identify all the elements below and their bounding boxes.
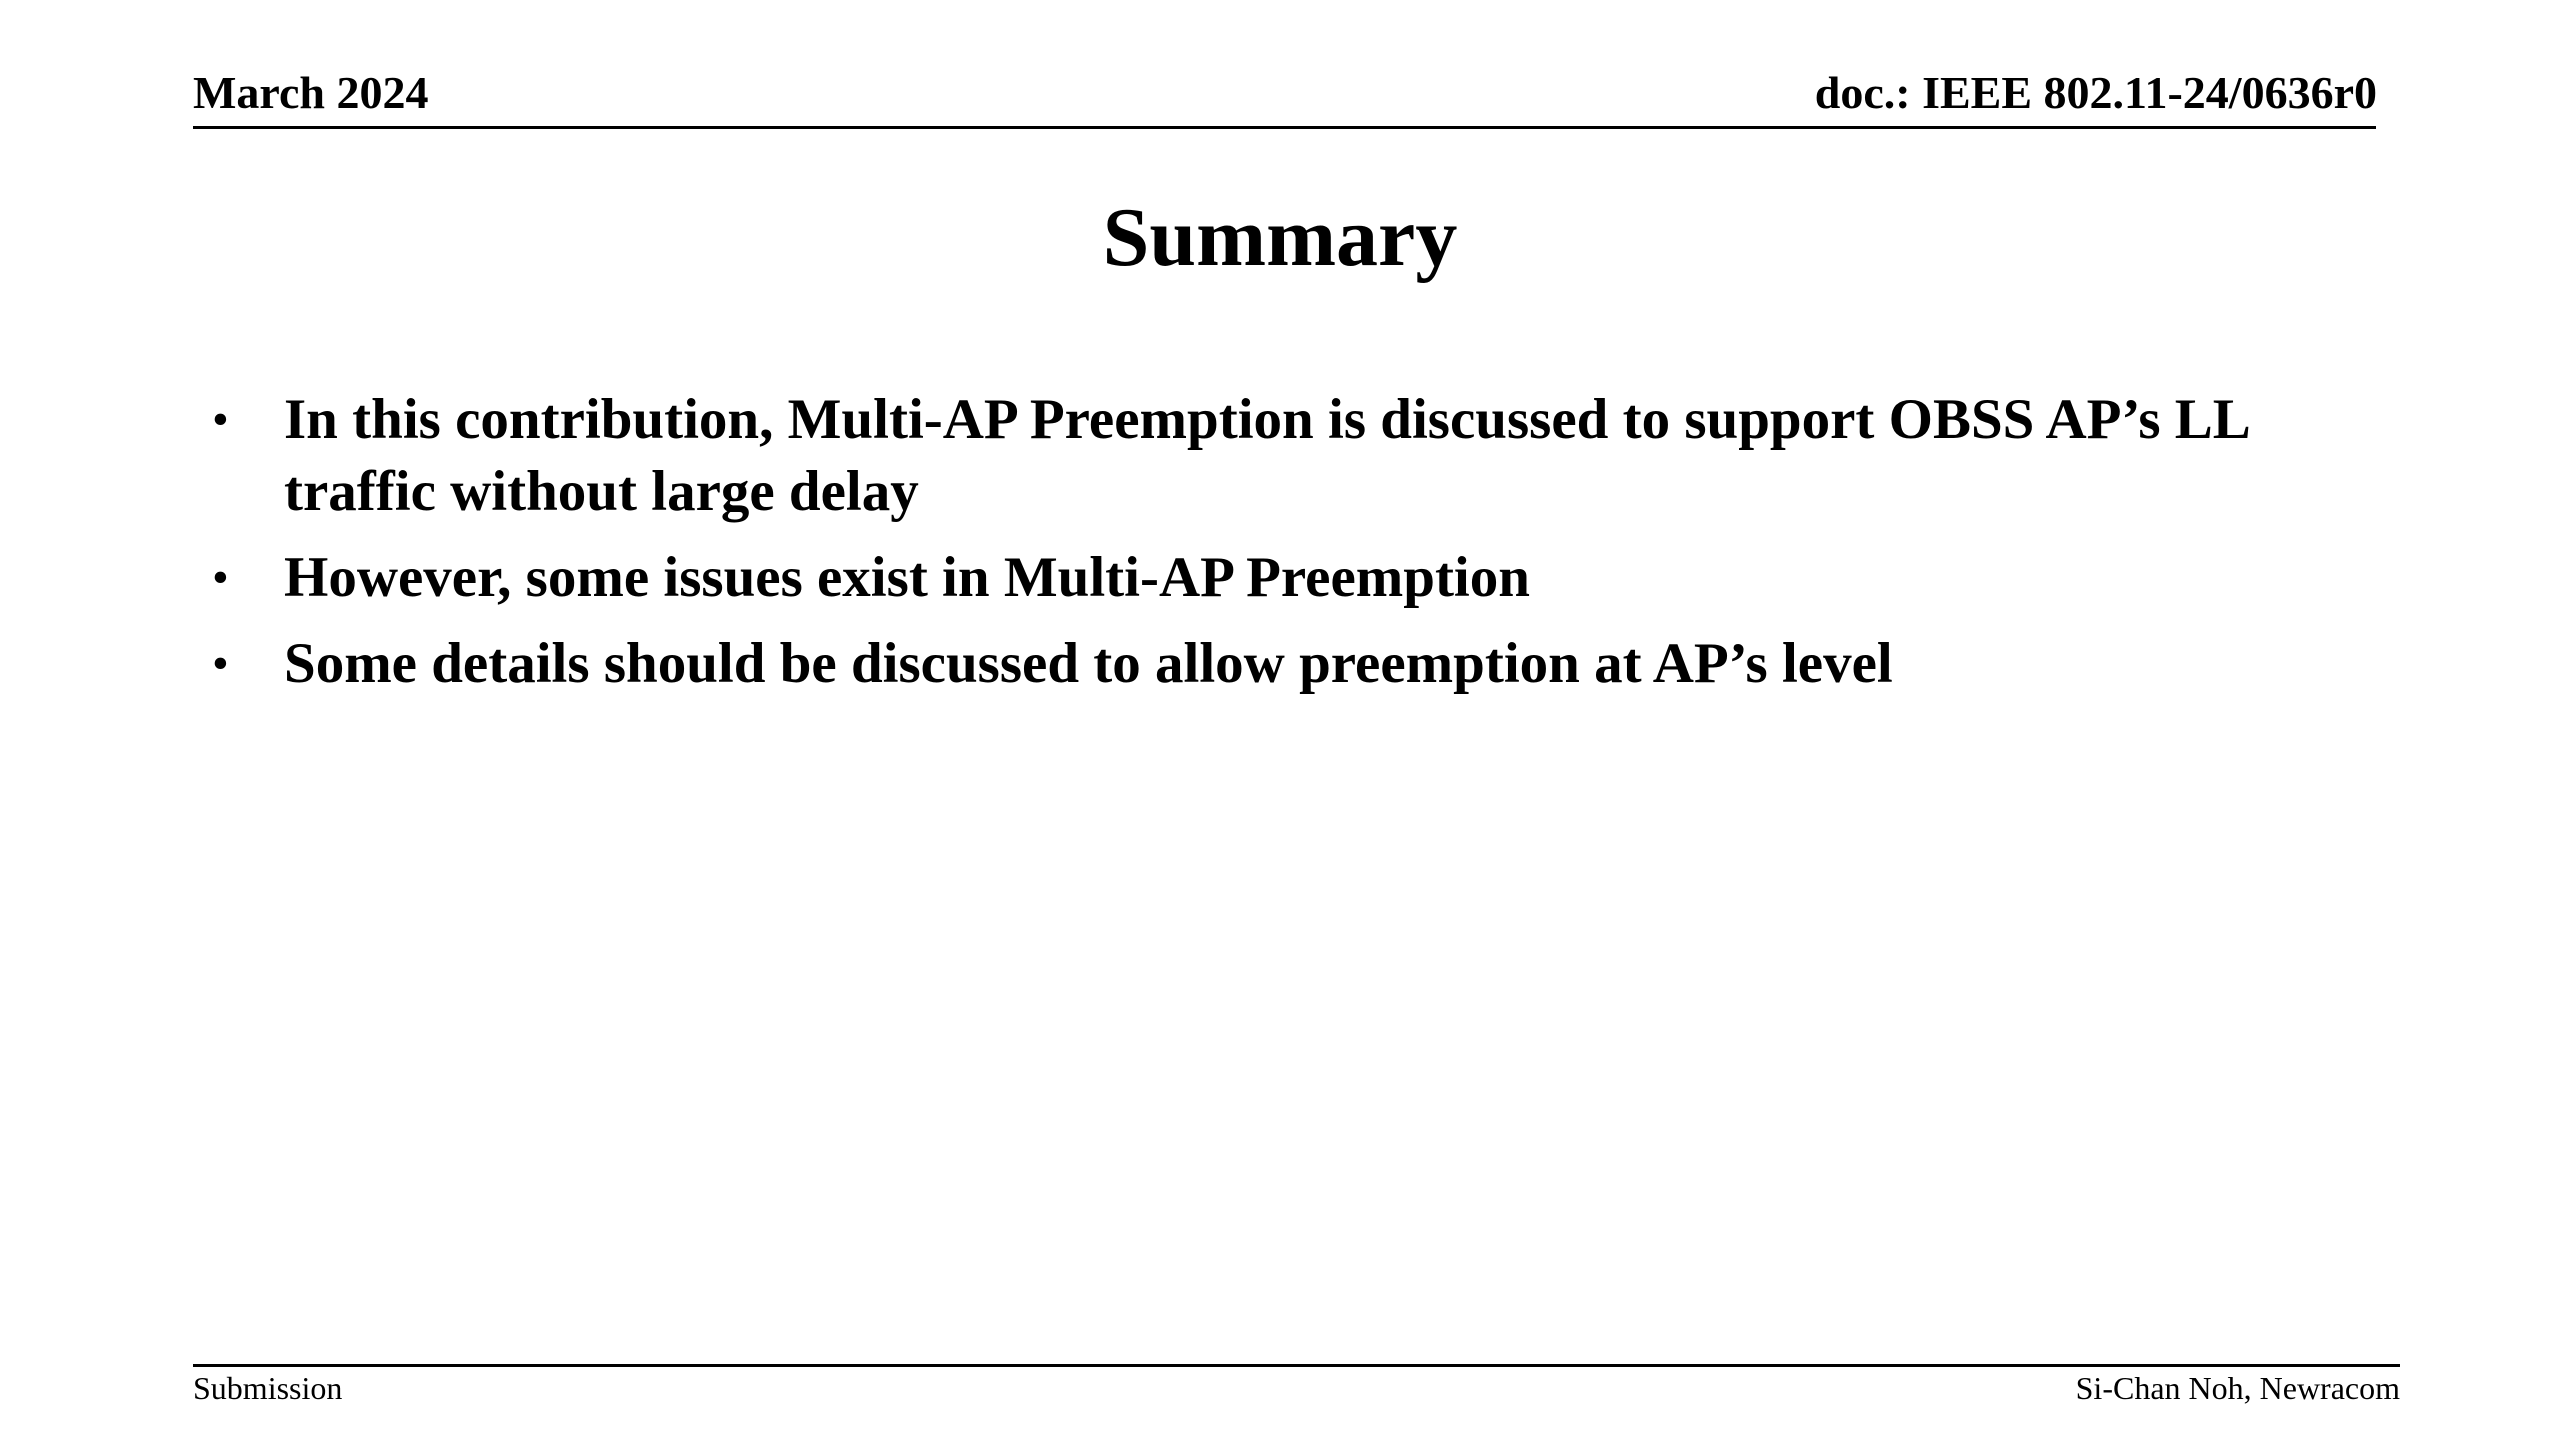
footer-submission: Submission bbox=[193, 1370, 343, 1406]
slide-title: Summary bbox=[1102, 191, 1458, 284]
bullet-text: However, some issues exist in Multi-AP Preemption bbox=[284, 546, 1530, 609]
footer-author: Si-Chan Noh, Newracom bbox=[2075, 1370, 2400, 1406]
bullet-item bbox=[0, 542, 2560, 614]
header-doc-id: doc.: IEEE 802.11-24/0636r0 bbox=[1814, 67, 2377, 118]
bullet-list bbox=[0, 384, 2560, 714]
bullet-text: Some details should be discussed to allow preemption at AP’s level bbox=[284, 632, 1893, 695]
bullet-item bbox=[0, 384, 2560, 528]
footer-divider bbox=[193, 1364, 2400, 1367]
bullet-dot: • bbox=[212, 551, 229, 604]
bullet-dot: • bbox=[212, 393, 229, 446]
header-divider bbox=[193, 126, 2376, 129]
bullet-dot: • bbox=[212, 637, 229, 690]
header-date: March 2024 bbox=[193, 67, 429, 118]
bullet-text: In this contribution, Multi-AP Preemption is discussed to support OBSS AP’s LL traffic without large delay bbox=[284, 388, 2248, 523]
bullet-item bbox=[0, 628, 2560, 700]
